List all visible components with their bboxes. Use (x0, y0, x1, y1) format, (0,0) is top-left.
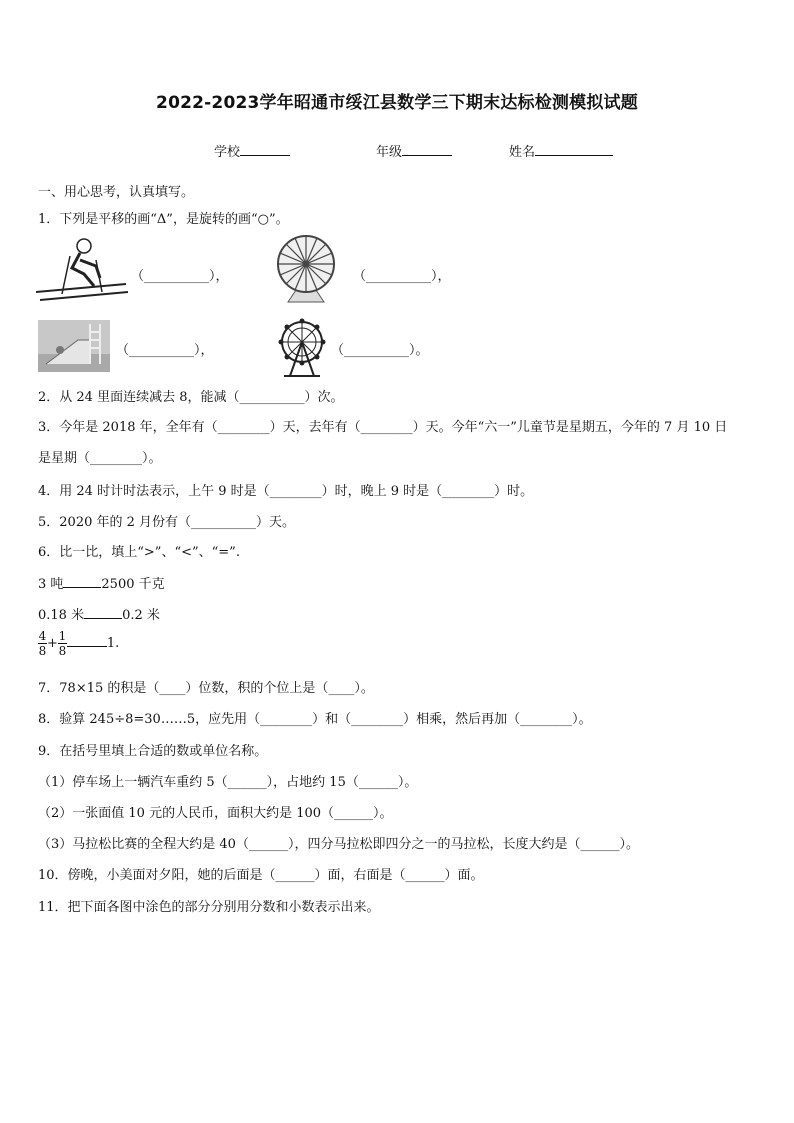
fraction-1-numerator: 4 (38, 629, 47, 643)
question-3-line-1: 3．今年是 2018 年，全年有（________）天，去年有（________）天。今年“六一”儿童节是星期五，今年的 7 月 10 日 (38, 420, 728, 435)
question-9-sub-2: （2）一张面值 10 元的人民币，面积大约是 100（______）。 (38, 806, 393, 821)
q1-blank-2[interactable]: （__________）， (353, 269, 451, 284)
name-input-line[interactable] (535, 143, 613, 156)
q6-row-1 (38, 573, 165, 592)
q6-row-2-right: 0.2 米 (122, 608, 160, 623)
question-1: 1．下列是平移的画“Δ”，是旋转的画“○”。 (38, 212, 289, 227)
school-label: 学校 (214, 145, 241, 160)
question-6: 6．比一比，填上“>”、“<”、“=”. (38, 545, 240, 560)
q1-blank-1[interactable]: （__________）， (131, 269, 229, 284)
q6-row-1-left: 3 吨 (38, 577, 64, 592)
slide-icon (38, 320, 110, 372)
question-11: 11．把下面各图中涂色的部分分别用分数和小数表示出来。 (38, 900, 380, 915)
q6-row-3-right: 1. (106, 636, 120, 651)
q1-blank-3[interactable]: （__________）， (116, 343, 214, 358)
page-title: 2022-2023学年昭通市绥江县数学三下期末达标检测模拟试题 (156, 93, 638, 113)
question-2: 2．从 24 里面连续减去 8，能减（__________）次。 (38, 390, 344, 405)
q6-blank-1[interactable] (63, 575, 101, 588)
fraction-2-denominator: 8 (58, 644, 67, 658)
q6-row-1-right: 2500 千克 (101, 577, 165, 592)
name-label: 姓名 (509, 145, 536, 160)
name-field (509, 141, 613, 160)
q6-row-2-left: 0.18 米 (38, 608, 85, 623)
question-7: 7．78×15 的积是（____）位数，积的个位上是（____）。 (38, 681, 374, 696)
fan-wheel-icon (270, 234, 342, 304)
question-5: 5．2020 年的 2 月份有（__________）天。 (38, 515, 296, 530)
question-9: 9．在括号里填上合适的数或单位名称。 (38, 744, 268, 759)
q1-blank-4[interactable]: （__________）。 (331, 343, 429, 358)
skier-icon (36, 234, 128, 304)
question-8: 8．验算 245÷8=30……5，应先用（________）和（________）相乘，然后再加（________）。 (38, 712, 592, 727)
fraction-1 (38, 629, 47, 658)
q6-row-3 (38, 629, 119, 658)
ferris-wheel-icon (276, 318, 328, 378)
section-heading: 一、用心思考，认真填写。 (38, 185, 195, 200)
question-9-sub-1: （1）停车场上一辆汽车重约 5（______），占地约 15（______）。 (38, 775, 418, 790)
question-10: 10．傍晚，小美面对夕阳，她的后面是（______）面，右面是（______）面。 (38, 868, 484, 883)
q6-blank-2[interactable] (84, 606, 122, 619)
q6-blank-3[interactable] (67, 634, 107, 647)
grade-input-line[interactable] (402, 143, 452, 156)
fraction-1-denominator: 8 (38, 644, 47, 658)
q6-row-2 (38, 604, 160, 623)
school-input-line[interactable] (240, 143, 290, 156)
question-4: 4．用 24 时计时法表示，上午 9 时是（________）时，晚上 9 时是（________）时。 (38, 484, 534, 499)
question-9-sub-3: （3）马拉松比赛的全程大约是 40（______），四分马拉松即四分之一的马拉松，长度大约是（______）。 (38, 837, 639, 852)
grade-label: 年级 (376, 145, 403, 160)
question-3-line-2: 是星期（________）。 (38, 451, 162, 466)
fraction-2-numerator: 1 (58, 629, 67, 643)
grade-field (376, 141, 452, 160)
fraction-2 (58, 629, 67, 658)
school-field (214, 141, 290, 160)
plus-sign: + (47, 636, 58, 651)
